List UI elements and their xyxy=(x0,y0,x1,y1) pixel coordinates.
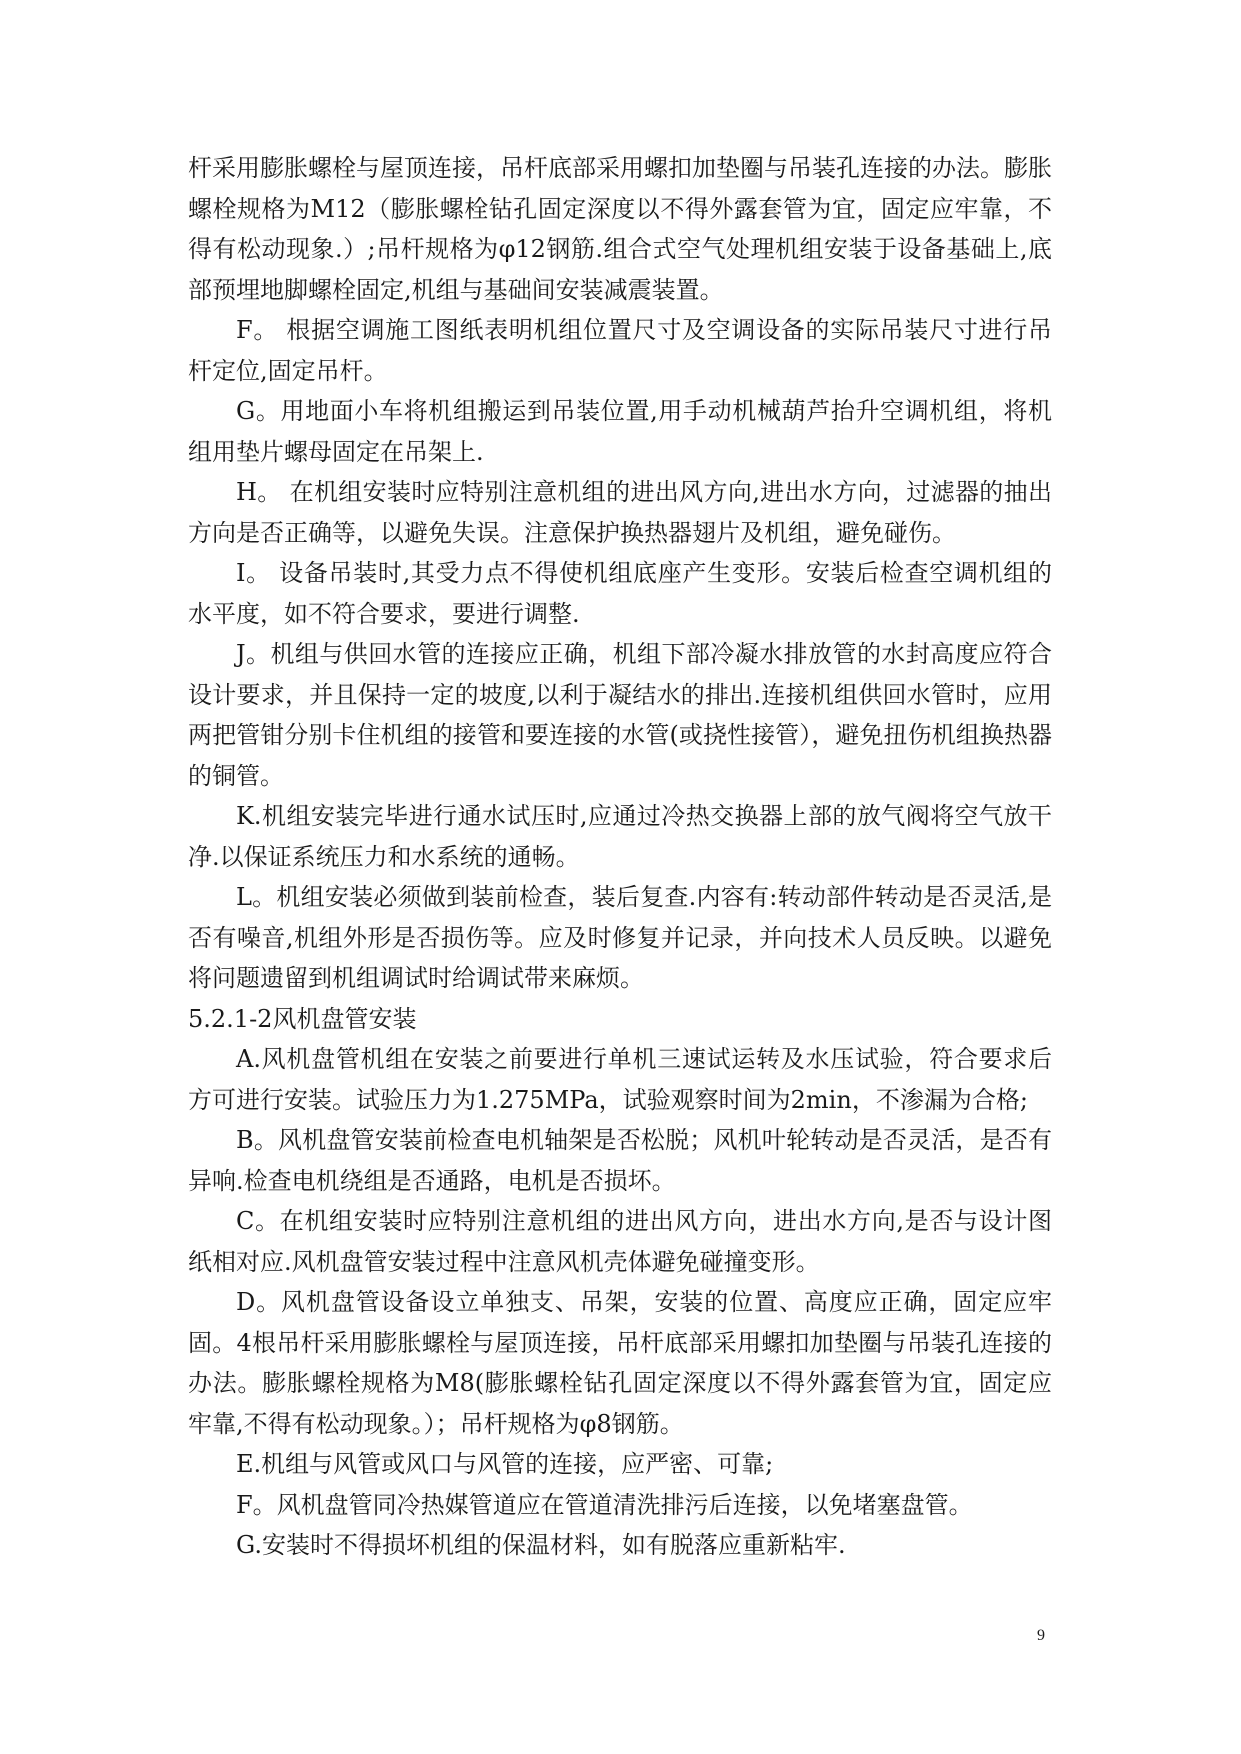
page-content xyxy=(188,148,1052,1566)
paragraph-k: K.机组安装完毕进行通水试压时,应通过冷热交换器上部的放气阀将空气放干净.以保证系统压力和水系统的通畅。 xyxy=(188,802,1052,871)
paragraph-e: E.机组与风管或风口与风管的连接，应严密、可靠; xyxy=(236,1450,774,1478)
paragraph-g-2: G.安装时不得损坏机组的保温材料，如有脱落应重新粘牢. xyxy=(236,1531,846,1559)
paragraph-d: D。风机盘管设备设立单独支、吊架，安装的位置、高度应正确，固定应牢固。4根吊杆采用膨胀螺栓与屋顶连接，吊杆底部采用螺扣加垫圈与吊装孔连接的办法。膨胀螺栓规格为M8(膨胀螺栓钻孔固定深度以不得外露套管为宜，固定应牢靠,不得有松动现象。）；吊杆规格为φ8钢筋。 xyxy=(188,1288,1052,1438)
paragraph-a: A.风机盘管机组在安装之前要进行单机三速试运转及水压试验，符合要求后方可进行安装。试验压力为1.275MPa，试验观察时间为2min，不渗漏为合格; xyxy=(188,1045,1052,1114)
paragraph-c: C。在机组安装时应特别注意机组的进出风方向，进出水方向,是否与设计图纸相对应.风机盘管安装过程中注意风机壳体避免碰撞变形。 xyxy=(188,1207,1052,1276)
page-number: 9 xyxy=(1037,1627,1045,1644)
paragraph-f: F。 根据空调施工图纸表明机组位置尺寸及空调设备的实际吊装尺寸进行吊杆定位,固定吊杆。 xyxy=(188,316,1052,385)
paragraph-continued: 杆采用膨胀螺栓与屋顶连接，吊杆底部采用螺扣加垫圈与吊装孔连接的办法。膨胀螺栓规格为M12（膨胀螺栓钻孔固定深度以不得外露套管为宜，固定应牢靠，不得有松动现象.）;吊杆规格为φ12钢筋.组合式空气处理机组安装于设备基础上,底部预埋地脚螺栓固定,机组与基础间安装减震装置。 xyxy=(188,154,1052,304)
paragraph-f-2: F。风机盘管同冷热媒管道应在管道清洗排污后连接，以免堵塞盘管。 xyxy=(236,1490,973,1519)
section-heading: 5.2.1-2风机盘管安装 xyxy=(188,1004,417,1033)
paragraph-g: G。用地面小车将机组搬运到吊装位置,用手动机械葫芦抬升空调机组，将机组用垫片螺母固定在吊架上. xyxy=(188,397,1052,466)
paragraph-l: L。机组安装必须做到装前检查，装后复查.内容有:转动部件转动是否灵活,是否有噪音,机组外形是否损伤等。应及时修复并记录，并向技术人员反映。以避免将问题遗留到机组调试时给调试带来麻烦。 xyxy=(188,883,1052,992)
paragraph-h: H。 在机组安装时应特别注意机组的进出风方向,进出水方向，过滤器的抽出方向是否正确等，以避免失误。注意保护换热器翅片及机组，避免碰伤。 xyxy=(188,478,1052,547)
paragraph-i: I。 设备吊装时,其受力点不得使机组底座产生变形。安装后检查空调机组的水平度，如不符合要求，要进行调整. xyxy=(188,559,1052,628)
paragraph-j: J。机组与供回水管的连接应正确，机组下部冷凝水排放管的水封高度应符合设计要求，并且保持一定的坡度,以利于凝结水的排出.连接机组供回水管时，应用两把管钳分别卡住机组的接管和要连接的水管(或挠性接管），避免扭伤机组换热器的铜管。 xyxy=(188,640,1052,790)
paragraph-b: B。风机盘管安装前检查电机轴架是否松脱；风机叶轮转动是否灵活，是否有异响.检查电机绕组是否通路，电机是否损坏。 xyxy=(188,1126,1052,1195)
